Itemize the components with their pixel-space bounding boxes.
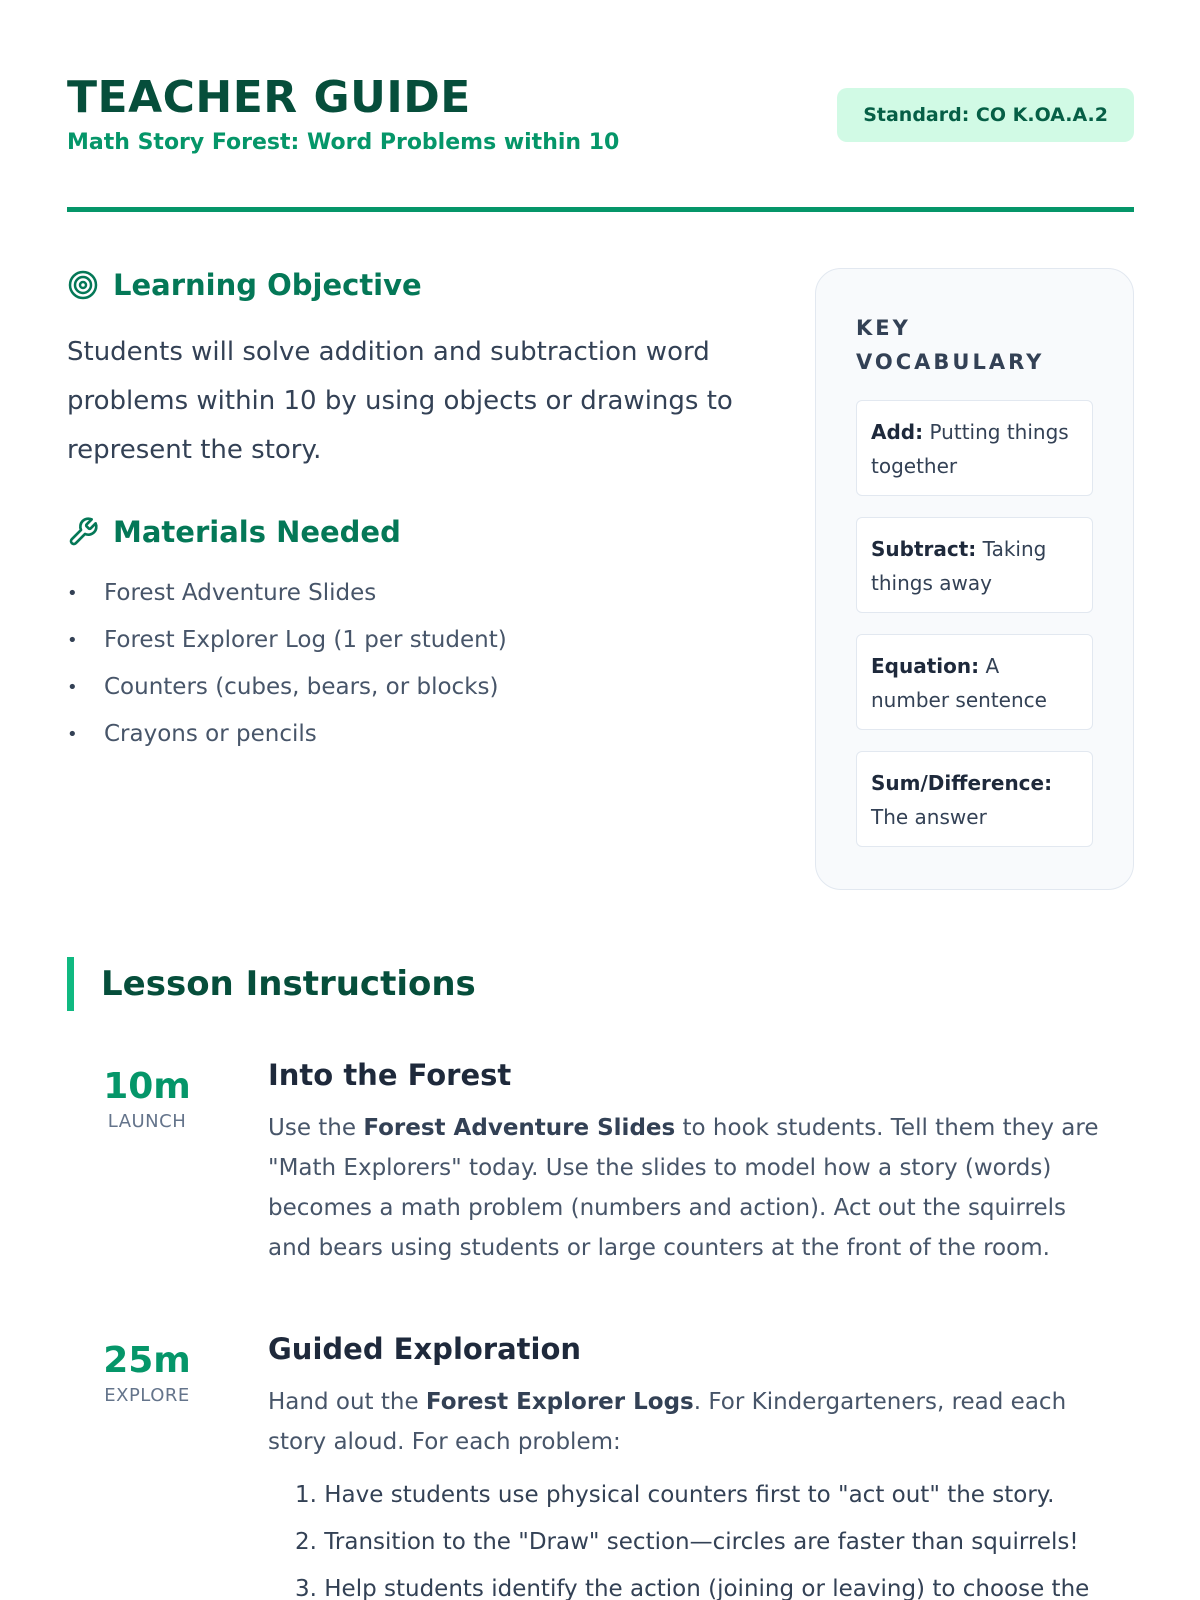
- vocab-card-subtract: [856, 517, 1093, 613]
- step-text-bold: Forest Adventure Slides: [363, 1115, 676, 1141]
- vocab-card-equation: [856, 634, 1093, 730]
- step-text-part: . For Kindergarteners, read each story aloud. For each problem:: [268, 1389, 1067, 1455]
- step-text: [268, 1382, 1108, 1462]
- vocabulary-title: KEY VOCABULARY: [856, 316, 1045, 374]
- objective-text: Students will solve addition and subtraction word problems within 10 by using objects or drawings to represent the story.: [67, 337, 733, 465]
- vocab-definition: Taking things away: [871, 537, 1047, 595]
- step-text-bold: Forest Explorer Logs: [425, 1389, 694, 1415]
- list-item: 1. Have students use physical counters first to "act out" the story.: [295, 1482, 1055, 1508]
- page-title: TEACHER GUIDE: [67, 72, 471, 123]
- lesson-heading: [67, 957, 476, 1011]
- step-body: [268, 1058, 1108, 1268]
- vocab-definition: The answer: [871, 805, 987, 829]
- step-body: [268, 1332, 1108, 1600]
- vocab-term: Subtract:: [871, 537, 977, 561]
- objective-heading-label: Learning Objective: [113, 268, 422, 302]
- vocab-definition: A number sentence: [871, 654, 1047, 712]
- wrench-icon: [67, 516, 99, 548]
- vocab-card-sum-difference: [856, 751, 1093, 847]
- vocab-term: Add:: [871, 420, 924, 444]
- lesson-heading-label: Lesson Instructions: [101, 964, 476, 1004]
- page-subtitle: Math Story Forest: Word Problems within 10: [67, 130, 620, 155]
- step-duration: [67, 1066, 227, 1132]
- vocab-card-add: [856, 400, 1093, 496]
- step-phase: LAUNCH: [107, 1111, 187, 1132]
- step-minutes: 25m: [103, 1340, 191, 1381]
- list-item: • Forest Explorer Log (1 per student): [67, 617, 507, 664]
- vocab-term: Equation:: [871, 654, 980, 678]
- step-phase: EXPLORE: [104, 1385, 190, 1406]
- step-text-part: to hook students. Tell them they are "Math Explorers" today. Use the slides to model how a story (words) becomes a math problem (numbers and action). Act out the squirrels and bears using students or large counters at the front of the room.: [268, 1115, 1099, 1261]
- standard-badge: Standard: CO K.OA.A.2: [837, 88, 1134, 142]
- vocab-term: Sum/Difference:: [871, 771, 1053, 795]
- materials-heading: [67, 515, 401, 549]
- step-title: Guided Exploration: [268, 1332, 582, 1366]
- step-list: [268, 1472, 1108, 1600]
- vocab-definition: Putting things together: [871, 420, 1069, 478]
- guide-header: [67, 70, 1134, 155]
- target-icon: [67, 269, 99, 301]
- step-minutes: 10m: [103, 1066, 191, 1107]
- list-item: 3. Help students identify the action (joining or leaving) to choose the: [295, 1576, 1090, 1600]
- vocabulary-panel: [815, 268, 1134, 890]
- step-title: Into the Forest: [268, 1058, 512, 1092]
- header-divider: [67, 207, 1134, 212]
- step-duration: [67, 1340, 227, 1406]
- list-item: • Counters (cubes, bears, or blocks): [67, 664, 507, 711]
- step-text-part: Hand out the: [268, 1389, 426, 1415]
- step-text-part: Use the: [268, 1115, 364, 1141]
- step-text: [268, 1108, 1108, 1268]
- materials-heading-label: Materials Needed: [113, 515, 401, 549]
- list-item: 2. Transition to the "Draw" section—circles are faster than squirrels!: [295, 1529, 1079, 1555]
- materials-list: [67, 570, 507, 758]
- list-item: • Forest Adventure Slides: [67, 570, 507, 617]
- objective-heading: [67, 268, 422, 302]
- list-item: • Crayons or pencils: [67, 711, 507, 758]
